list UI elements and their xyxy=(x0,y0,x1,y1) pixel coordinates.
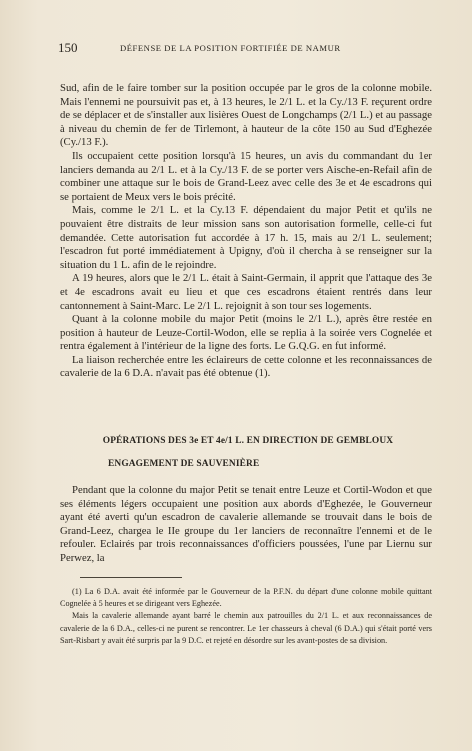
paragraph: Sud, afin de le faire tomber sur la position occupée par le gros de la colonne mobile. Mais l'ennemi ne poursuivit pas et, à 13 heures, le 2/1 L. et la Cy./13 F. reçurent ordre de se déplacer et de s'installer aux lisières Ouest de Longchamps (2/1 L.) et au passage à niveau du chemin de fer de Tirlemont, à hauteur de la côte 150 au Sud d'Eghezée (Cy./13 F.). xyxy=(60,82,432,149)
paragraph: A 19 heures, alors que le 2/1 L. était à Saint-Germain, il apprit que l'attaque des 3e et 4e escadrons avait eu lieu et que ces escadrons étaient rentrés dans leur cantonnement à Saint-Marc. Le 2/1 L. rejoignit à son tour ses logements. xyxy=(60,272,432,312)
paragraph: Pendant que la colonne du major Petit se tenait entre Leuze et Cortil-Wodon et que ses éléments légers occupaient une position aux abords d'Eghezée, le Gouverneur ayant été averti qu'un escadron de cavalerie allemande se trouvait dans le bois de Grand-Leez, chargea le IIe groupe du 1er lanciers de reconnaître l'ennemi et de le refouler. Eclairés par trois reconnaissances d'officiers poussées, l'une par Liernu sur Perwez, la xyxy=(60,484,432,564)
subsection-heading: ENGAGEMENT DE SAUVENIÈRE xyxy=(108,459,260,469)
paragraph: Mais, comme le 2/1 L. et la Cy.13 F. dépendaient du major Petit et qu'ils ne pouvaient être distraits de leur mission sans son autorisation formelle, celle-ci fut demandée. Cette autorisation fut accordée à 17 h. 15, mais au 2/1 L. seulement; l'escadron fut porté immédiatement à Upigny, d'où il chercha à se renseigner sur la situation du 1 L. afin de le rejoindre. xyxy=(60,204,432,271)
section-heading: OPÉRATIONS DES 3e ET 4e/1 L. EN DIRECTION DE GEMBLOUX xyxy=(102,436,394,446)
paragraph: Ils occupaient cette position lorsqu'à 15 heures, un avis du commandant du 1er lanciers demanda au 2/1 L. et à la Cy./13 F. de se porter vers Aische-en-Refail afin de combiner une attaque sur le bois de Grand-Leez avec celle des 3e et 4e escadrons qui se portaient de Meux vers le bois précité. xyxy=(60,149,432,203)
page-number: 150 xyxy=(58,40,78,55)
main-text xyxy=(60,82,432,381)
footnotes xyxy=(60,586,432,647)
footnote: (1) La 6 D.A. avait été informée par le Gouverneur de la P.F.N. du départ d'une colonne mobile quittant Cognelée à 5 heures et se dirigeant vers Eghezée. xyxy=(60,587,432,609)
running-title: DÉFENSE DE LA POSITION FORTIFIÉE DE NAMUR xyxy=(120,43,341,53)
page-header xyxy=(58,40,434,58)
paragraph: Quant à la colonne mobile du major Petit (moins le 2/1 L.), après être restée en position à hauteur de Leuze-Cortil-Wodon, elle se replia à la soirée vers Cognelée et rentra également à l'intérieur de la ligne des forts. Le G.Q.G. en fut informé. xyxy=(60,313,432,353)
footnote-divider xyxy=(80,577,182,578)
section-text xyxy=(60,484,432,566)
footnote: Mais la cavalerie allemande ayant barré le chemin aux patrouilles du 2/1 L. et aux reconnaissances de cavalerie de la 6 D.A., celles-ci ne purent se rencontrer. Le 1er chasseurs à cheval (6 D.A.) qui s'était porté vers Sart-Risbart y avait été surpris par la 9 D.C. et rejeté en désordre sur les avant-postes de sa division. xyxy=(60,611,432,645)
paragraph: La liaison recherchée entre les éclaireurs de cette colonne et les reconnaissances de cavalerie de la 6 D.A. n'avait pas été obtenue (1). xyxy=(60,353,432,380)
